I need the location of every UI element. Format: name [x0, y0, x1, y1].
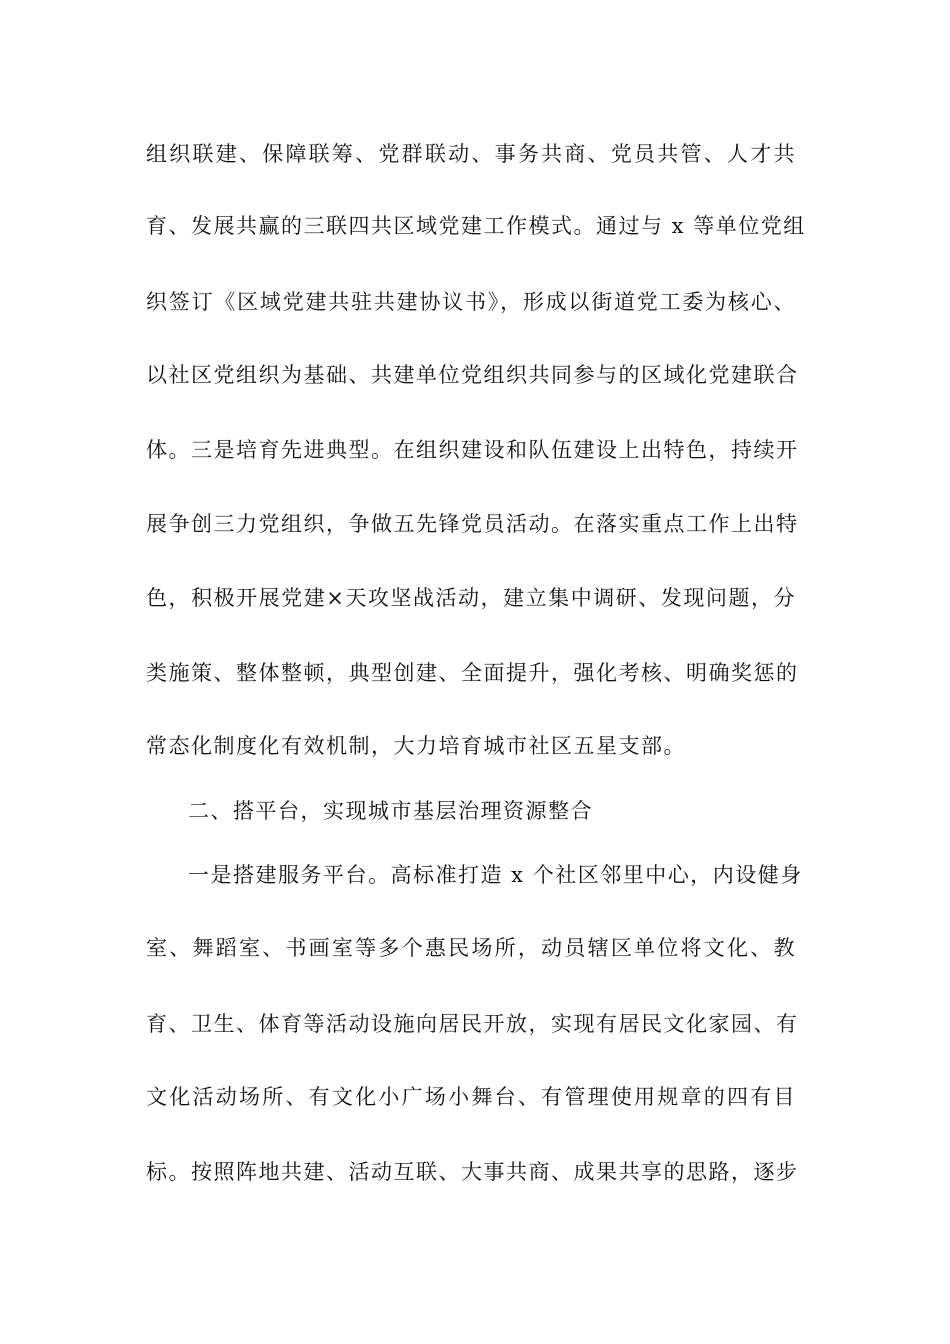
paragraph-line-14: 标。按照阵地共建、活动互联、大事共商、成果共享的思路，逐步 — [146, 1160, 799, 1184]
paragraph-line-9: 常态化制度化有效机制，大力培育城市社区五星支部。 — [146, 734, 686, 758]
paragraph-line-3: 织签订《区域党建共驻共建协议书》，形成以街道党工委为核心、 — [146, 290, 796, 314]
paragraph-line-1: 组织联建、保障联筹、党群联动、事务共商、党员共管、人才共 — [146, 142, 796, 166]
paragraph-line-6: 展争创三力党组织，争做五先锋党员活动。在落实重点工作上出特 — [146, 512, 799, 536]
paragraph-line-13: 文化活动场所、有文化小广场小舞台、有管理使用规章的四有目 — [146, 1085, 796, 1109]
paragraph-line-4: 以社区党组织为基础、共建单位党组织共同参与的区域化党建联合 — [146, 363, 799, 387]
paragraph-line-5: 体。三是培育先进典型。在组织建设和队伍建设上出特色，持续开 — [146, 438, 799, 462]
paragraph-line-8: 类施策、整体整顿，典型创建、全面提升，强化考核、明确奖惩的 — [146, 661, 799, 685]
paragraph-line-10: 一是搭建服务平台。高标准打造 x 个社区邻里中心，内设健身 — [188, 863, 803, 887]
paragraph-line-2: 育、发展共赢的三联四共区域党建工作模式。通过与 x 等单位党组 — [146, 214, 806, 238]
paragraph-line-7: 色，积极开展党建×天攻坚战活动，建立集中调研、发现问题，分 — [146, 586, 796, 610]
section-heading: 二、搭平台，实现城市基层治理资源整合 — [188, 799, 593, 823]
paragraph-line-11: 室、舞蹈室、书画室等多个惠民场所，动员辖区单位将文化、教 — [146, 936, 796, 960]
paragraph-line-12: 育、卫生、体育等活动设施向居民开放，实现有居民文化家园、有 — [146, 1012, 799, 1036]
